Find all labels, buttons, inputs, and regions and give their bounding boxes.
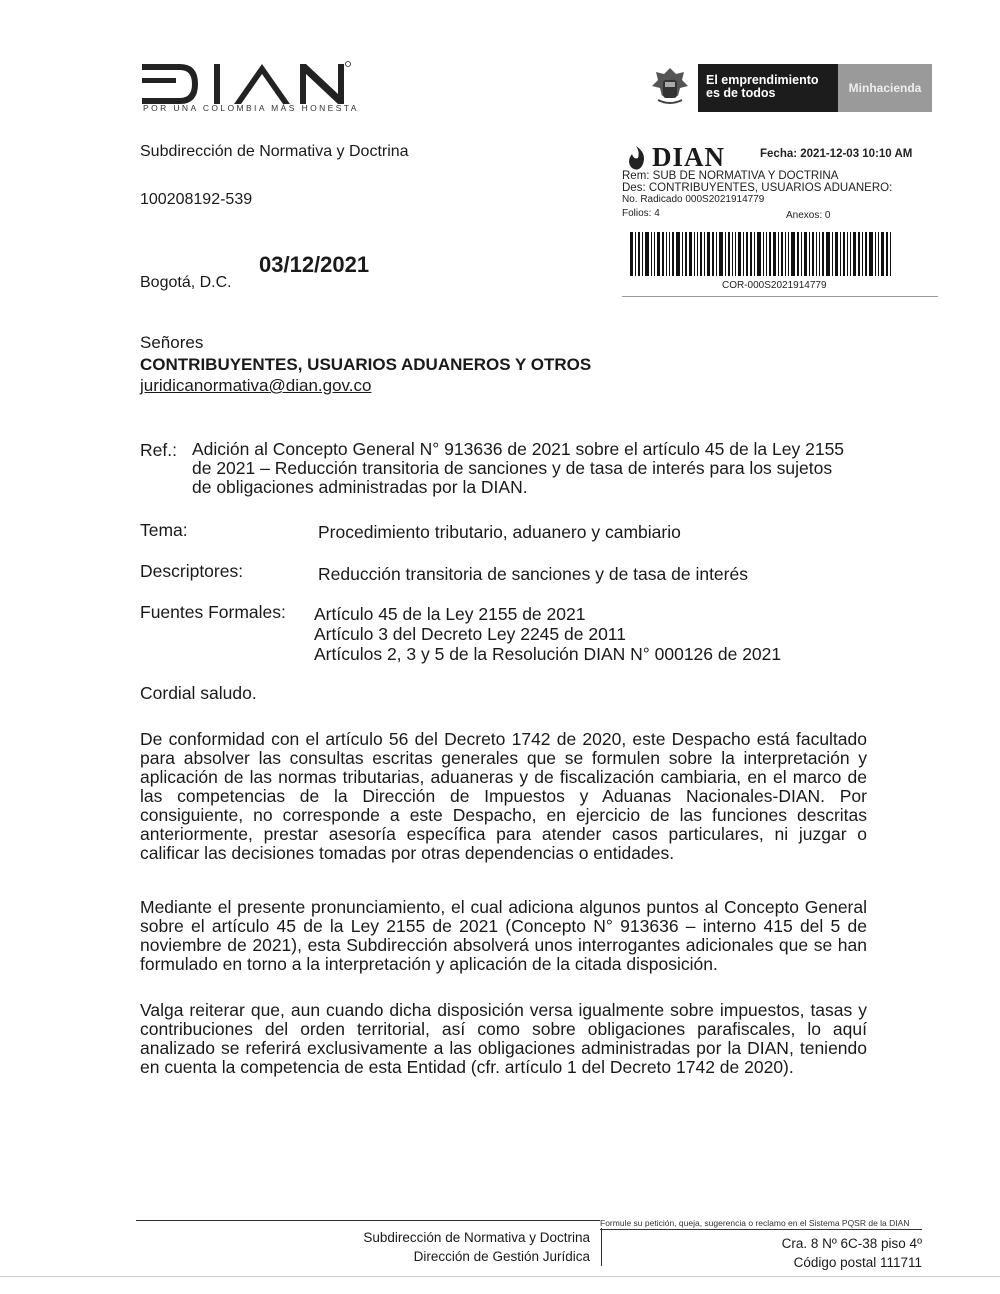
barcode-bar bbox=[725, 232, 726, 276]
gov-banner bbox=[698, 64, 932, 112]
barcode-bar bbox=[853, 232, 856, 276]
ref-label: Ref.: bbox=[140, 440, 177, 460]
stamp-folios: Folios: 4 bbox=[622, 208, 660, 219]
barcode-bar bbox=[865, 232, 867, 276]
barcode-bar bbox=[812, 232, 814, 276]
stamp-rem: Rem: SUB DE NORMATIVA Y DOCTRINA bbox=[622, 170, 839, 182]
barcode-bar bbox=[750, 232, 752, 276]
barcode-bar bbox=[769, 232, 771, 276]
recipient-name: CONTRIBUYENTES, USUARIOS ADUANEROS Y OTROS bbox=[140, 355, 592, 374]
barcode-bar bbox=[738, 232, 741, 276]
barcode-bar bbox=[654, 232, 655, 276]
barcode-bar bbox=[843, 232, 845, 276]
sender-office: Subdirección de Normativa y Doctrina bbox=[140, 143, 409, 160]
barcode-bar bbox=[886, 232, 888, 276]
recipient-email[interactable]: juridicanormativa@dian.gov.co bbox=[140, 376, 372, 395]
footer-offices bbox=[363, 1228, 590, 1266]
barcode-bar bbox=[707, 232, 710, 276]
footer-office2: Dirección de Gestión Jurídica bbox=[413, 1249, 590, 1264]
tema-label: Tema: bbox=[140, 520, 188, 540]
barcode-bar bbox=[685, 232, 687, 276]
barcode-bar bbox=[735, 232, 736, 276]
barcode-bar bbox=[728, 232, 730, 276]
barcode-bar bbox=[788, 232, 789, 276]
barcode-bar bbox=[763, 232, 764, 276]
gov-slogan-line1: El emprendimiento bbox=[706, 73, 819, 87]
barcode-bar bbox=[657, 232, 660, 276]
barcode-bar bbox=[666, 232, 667, 276]
barcode-bar bbox=[743, 232, 744, 276]
barcode-bar bbox=[689, 232, 692, 276]
ref-line: de obligaciones administradas por la DIAN. bbox=[192, 477, 528, 497]
document-date: 03/12/2021 bbox=[259, 252, 370, 277]
barcode-text: COR-000S2021914779 bbox=[722, 280, 827, 291]
barcode-bar bbox=[816, 232, 817, 276]
footer-rule-left bbox=[136, 1220, 600, 1221]
barcode-bar bbox=[704, 232, 705, 276]
descriptores-value: Reducción transitoria de sanciones y de tasa de interés bbox=[318, 564, 748, 584]
stamp-flame-icon bbox=[622, 144, 650, 172]
stamp-fecha: Fecha: 2021-12-03 10:10 AM bbox=[760, 148, 913, 160]
city: Bogotá, D.C. bbox=[140, 274, 232, 291]
barcode-bar bbox=[638, 232, 640, 276]
barcode-bar bbox=[781, 232, 783, 276]
barcode-bar bbox=[826, 232, 830, 276]
barcode bbox=[630, 232, 930, 276]
barcode-bar bbox=[809, 232, 810, 276]
barcode-bar bbox=[801, 232, 802, 276]
footer-office1: Subdirección de Normativa y Doctrina bbox=[363, 1230, 590, 1245]
descriptores-label: Descriptores: bbox=[140, 561, 244, 581]
barcode-bar bbox=[630, 232, 633, 276]
ref-line: de 2021 – Reducción transitoria de sanciones y de tasa de interés para los sujetos bbox=[192, 458, 833, 478]
barcode-bar bbox=[716, 232, 717, 276]
barcode-bar bbox=[881, 232, 884, 276]
barcode-bar bbox=[642, 232, 643, 276]
ref-text bbox=[192, 440, 872, 497]
stamp-logo: DIAN bbox=[652, 142, 726, 172]
barcode-bar bbox=[682, 232, 683, 276]
barcode-bar bbox=[754, 232, 755, 276]
barcode-bar bbox=[732, 232, 733, 276]
barcode-bar bbox=[869, 232, 873, 276]
barcode-bar bbox=[672, 232, 674, 276]
stamp-anexos: Anexos: 0 bbox=[786, 210, 831, 221]
barcode-bar bbox=[719, 232, 723, 276]
barcode-bar bbox=[669, 232, 670, 276]
greeting: Cordial saludo. bbox=[140, 683, 257, 703]
barcode-bar bbox=[858, 232, 860, 276]
barcode-bar bbox=[773, 232, 776, 276]
barcode-bar bbox=[840, 232, 841, 276]
barcode-bar bbox=[712, 232, 714, 276]
ref-line: Adición al Concepto General N° 913636 de 2021 sobre el artículo 45 de la Ley 2155 bbox=[192, 439, 845, 459]
barcode-bar bbox=[757, 232, 761, 276]
fuente-item: Artículos 2, 3 y 5 de la Resolución DIAN N° 000126 de 2021 bbox=[314, 644, 782, 664]
barcode-bar bbox=[878, 232, 879, 276]
barcode-bar bbox=[835, 232, 838, 276]
scan-edge bbox=[0, 1276, 1000, 1277]
logo-tagline: POR UNA COLOMBIA MÁS HONESTA bbox=[143, 103, 359, 113]
barcode-bar bbox=[746, 232, 748, 276]
barcode-bar bbox=[778, 232, 779, 276]
barcode-bar bbox=[797, 232, 799, 276]
fuente-item: Artículo 3 del Decreto Ley 2245 de 2011 bbox=[314, 624, 626, 644]
fuentes-label: Fuentes Formales: bbox=[140, 602, 286, 622]
barcode-bar bbox=[694, 232, 695, 276]
barcode-bar bbox=[700, 232, 702, 276]
barcode-bar bbox=[791, 232, 795, 276]
ministry-label: Minhacienda bbox=[838, 64, 932, 112]
filing-stamp bbox=[622, 140, 938, 300]
barcode-bar bbox=[651, 232, 652, 276]
fuentes-list bbox=[314, 604, 781, 664]
barcode-bar bbox=[676, 232, 680, 276]
barcode-bar bbox=[785, 232, 786, 276]
fuente-item: Artículo 45 de la Ley 2155 de 2021 bbox=[314, 604, 586, 624]
body-paragraph: Mediante el presente pronunciamiento, el cual adiciona algunos puntos al Concepto General sobre el artículo 45 de la Ley 2155 de 2021 (Concepto N° 913636 – interno 415 del 5 de noviembre de 2021), esta Subdirección absolverá unos interrogantes adicionales que se han formulado en torno a la interpretación y aplicación de la citada disposición. bbox=[140, 897, 867, 974]
footer-address: Cra. 8 Nº 6C-38 piso 4º bbox=[781, 1236, 922, 1251]
barcode-bar bbox=[862, 232, 863, 276]
barcode-bar bbox=[819, 232, 820, 276]
barcode-bar bbox=[875, 232, 876, 276]
barcode-bar bbox=[766, 232, 767, 276]
stamp-des: Des: CONTRIBUYENTES, USUARIOS ADUANERO: bbox=[622, 182, 893, 194]
coat-of-arms-icon bbox=[650, 66, 690, 108]
barcode-bar bbox=[635, 232, 636, 276]
barcode-bar bbox=[832, 232, 833, 276]
barcode-bar bbox=[804, 232, 807, 276]
stamp-radicado: No. Radicado 000S2021914779 bbox=[622, 194, 765, 205]
salutation: Señores bbox=[140, 333, 204, 352]
footer-postal: Código postal 111711 bbox=[793, 1255, 922, 1270]
reference-number: 100208192-539 bbox=[140, 191, 253, 208]
gov-slogan bbox=[698, 64, 838, 112]
body-paragraph: De conformidad con el artículo 56 del Decreto 1742 de 2020, este Despacho está facultado para absolver las consultas escritas generales que se formulen sobre la interpretación y aplicación de las normas tributarias, aduaneras y de fiscalización cambiaria, en el marco de las competencias de la Dirección de Impuestos y Aduanas Nacionales-DIAN. Por consiguiente, no corresponde a este Despacho, en ejercicio de las funciones descritas anteriormente, prestar asesoría específica para atender casos particulares, ni juzgar o calificar las decisiones tomadas por otras dependencias o entidades. bbox=[140, 729, 867, 863]
barcode-bar bbox=[662, 232, 664, 276]
gov-slogan-line2: es de todos bbox=[706, 86, 776, 100]
stamp-rule bbox=[622, 296, 938, 297]
barcode-bar bbox=[890, 232, 891, 276]
barcode-bar bbox=[822, 232, 824, 276]
barcode-bar bbox=[850, 232, 851, 276]
footer-note: Formule su petición, queja, sugerencia o reclamo en el Sistema PQSR de la DIAN bbox=[600, 1218, 910, 1228]
footer-contact bbox=[600, 1218, 922, 1272]
barcode-bar bbox=[697, 232, 698, 276]
barcode-bar bbox=[847, 232, 848, 276]
barcode-bar bbox=[645, 232, 649, 276]
tema-value: Procedimiento tributario, aduanero y cambiario bbox=[318, 522, 681, 542]
body-paragraph: Valga reiterar que, aun cuando dicha disposición versa igualmente sobre impuestos, tasas y contribuciones del orden territorial, así como sobre obligaciones parafiscales, lo aquí analizado se referirá exclusivamente a las obligaciones administradas por la DIAN, teniendo en cuenta la competencia de esta Entidad (cfr. artículo 1 del Decreto 1742 de 2020). bbox=[140, 1000, 867, 1077]
footer-rule-right bbox=[600, 1229, 922, 1230]
dian-logo bbox=[140, 60, 352, 105]
